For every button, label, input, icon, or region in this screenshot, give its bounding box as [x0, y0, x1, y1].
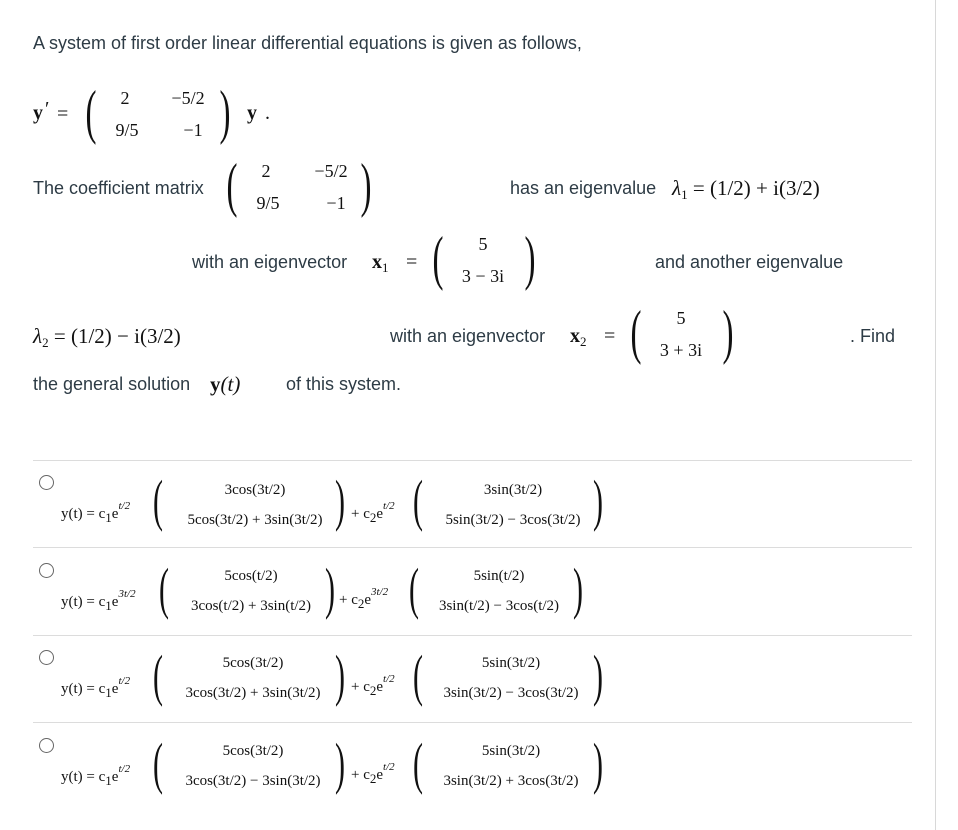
- eigenvalue-2: [33, 324, 181, 351]
- matrix-cell-12: −5/2: [171, 88, 205, 108]
- vector-entry-2: 3 + 3i: [659, 340, 703, 360]
- lambda-subscript: 2: [42, 335, 49, 350]
- lambda-symbol: λ: [33, 324, 43, 348]
- right-paren: ): [593, 733, 603, 796]
- general-solution-label: the general solution: [33, 374, 191, 394]
- left-paren: (: [409, 558, 419, 621]
- period: .: [265, 102, 270, 124]
- right-paren: ): [573, 558, 583, 621]
- radio-button[interactable]: [39, 650, 54, 665]
- matrix-cell-11: 2: [261, 161, 271, 181]
- right-paren: ): [593, 470, 603, 533]
- find-label: . Find: [850, 326, 896, 346]
- vector-entry-1: 5sin(3t/2): [481, 743, 541, 759]
- right-paren: ): [219, 79, 231, 145]
- another-eigenvalue-label: and another eigenvalue: [655, 252, 844, 272]
- coef-matrix: [222, 152, 382, 225]
- vector-entry-2: 3 − 3i: [461, 266, 505, 286]
- vector-entry-2: 3cos(3t/2) − 3sin(3t/2): [185, 773, 321, 789]
- vector-entry-1: 3sin(3t/2): [483, 482, 543, 498]
- right-paren: ): [325, 558, 335, 621]
- equals-sign: =: [406, 251, 418, 273]
- left-paren: (: [413, 733, 423, 796]
- eigenvalue-2-value: = (1/2) − i(3/2): [53, 324, 181, 348]
- vector-entry-1: 5cos(t/2): [224, 568, 278, 584]
- left-paren: (: [413, 470, 423, 533]
- vector-entry-1: 3cos(3t/2): [224, 482, 286, 498]
- matrix-cell-11: 2: [120, 88, 130, 108]
- answer-option-2[interactable]: [33, 558, 913, 628]
- eigenvector-2: [626, 299, 736, 372]
- coef-label: The coefficient matrix: [33, 178, 204, 198]
- option-plus-term: + $c2e^{3t/2}$: [339, 586, 389, 611]
- option-plus-term: + $c2e^{t/2}$: [351, 673, 395, 698]
- option-lhs: $y(t) = c1e^{t/2}$: [61, 675, 131, 700]
- general-solution-symbol: [210, 372, 240, 397]
- y-vector-symbol: y: [210, 372, 221, 396]
- y-vector-symbol-rhs: y: [247, 102, 257, 124]
- eigenvector-1: [428, 225, 538, 298]
- eigenvector-1-symbol: [372, 251, 389, 276]
- vector-entry-2: 5sin(3t/2) − 3cos(3t/2): [445, 512, 581, 528]
- intro-text: A system of first order linear differential equations is given as follows,: [33, 33, 582, 53]
- x-subscript: 1: [382, 260, 389, 275]
- radio-button[interactable]: [39, 738, 54, 753]
- left-paren: (: [630, 299, 642, 365]
- vector-entry-1: 5sin(3t/2): [481, 655, 541, 671]
- vector-entry-1: 5sin(t/2): [473, 568, 525, 584]
- eigenvector-1-label: with an eigenvector: [192, 252, 348, 272]
- option-plus-term: + $c2e^{t/2}$: [351, 761, 395, 786]
- matrix-cell-21: 9/5: [256, 193, 280, 213]
- right-paren: ): [524, 225, 536, 291]
- vector-entry-1: 5cos(3t/2): [222, 743, 284, 759]
- of-this-system-label: of this system.: [286, 374, 402, 394]
- answer-option-3[interactable]: [33, 645, 913, 715]
- option-lhs: $y(t) = c1e^{t/2}$: [61, 763, 131, 788]
- left-paren: (: [432, 225, 444, 291]
- equals-sign: =: [57, 103, 69, 125]
- matrix-cell-21: 9/5: [115, 120, 139, 140]
- matrix-cell-22: −1: [326, 193, 346, 213]
- option-divider: [33, 635, 912, 636]
- right-paren: ): [335, 645, 345, 708]
- left-paren: (: [159, 558, 169, 621]
- left-paren: (: [226, 152, 238, 218]
- radio-button[interactable]: [39, 563, 54, 578]
- equals-sign: =: [604, 325, 616, 347]
- vector-entry-2: 3cos(3t/2) + 3sin(3t/2): [185, 685, 321, 701]
- eigenvector-2-symbol: [570, 325, 587, 350]
- t-argument: (t): [220, 372, 241, 396]
- left-paren: (: [153, 470, 163, 533]
- left-paren: (: [85, 79, 97, 145]
- eigenvalue-1-value: = (1/2) + i(3/2): [692, 176, 820, 200]
- x-vector-symbol: x: [570, 325, 580, 347]
- vector-entry-2: 3sin(3t/2) − 3cos(3t/2): [443, 685, 579, 701]
- left-paren: (: [153, 645, 163, 708]
- matrix-cell-22: −1: [183, 120, 203, 140]
- vector-entry-2: 3sin(3t/2) + 3cos(3t/2): [443, 773, 579, 789]
- vector-entry-2: 3cos(t/2) + 3sin(t/2): [190, 598, 312, 614]
- option-divider: [33, 722, 912, 723]
- x-vector-symbol: x: [372, 251, 382, 273]
- eigenvector-2-label: with an eigenvector: [390, 326, 546, 346]
- answer-option-1[interactable]: [33, 470, 913, 540]
- left-paren: (: [153, 733, 163, 796]
- option-plus-term: + $c2e^{t/2}$: [351, 500, 395, 525]
- lambda-symbol: λ: [672, 176, 682, 200]
- option-divider: [33, 547, 912, 548]
- option-divider: [33, 460, 912, 461]
- x-subscript: 2: [580, 334, 587, 349]
- right-paren: ): [722, 299, 734, 365]
- vector-entry-1: 5: [478, 234, 488, 254]
- vector-entry-1: 5: [676, 308, 686, 328]
- y-vector-symbol: y: [33, 102, 43, 124]
- option-lhs: $y(t) = c1e^{t/2}$: [61, 500, 131, 525]
- lambda-subscript: 1: [681, 187, 688, 202]
- prime-symbol: ′: [45, 98, 50, 120]
- right-paren: ): [360, 152, 372, 218]
- right-paren: ): [335, 470, 345, 533]
- vector-entry-1: 5cos(3t/2): [222, 655, 284, 671]
- left-paren: (: [413, 645, 423, 708]
- system-equation: [33, 79, 293, 152]
- option-lhs: $y(t) = c1e^{3t/2}$: [61, 588, 136, 613]
- answer-option-4[interactable]: [33, 733, 913, 803]
- eigenvalue-1: [672, 176, 820, 203]
- matrix-cell-12: −5/2: [314, 161, 348, 181]
- radio-button[interactable]: [39, 475, 54, 490]
- vector-entry-2: 3sin(t/2) − 3cos(t/2): [438, 598, 560, 614]
- vector-entry-2: 5cos(3t/2) + 3sin(3t/2): [187, 512, 323, 528]
- right-paren: ): [335, 733, 345, 796]
- right-paren: ): [593, 645, 603, 708]
- has-eigenvalue-label: has an eigenvalue: [510, 178, 657, 198]
